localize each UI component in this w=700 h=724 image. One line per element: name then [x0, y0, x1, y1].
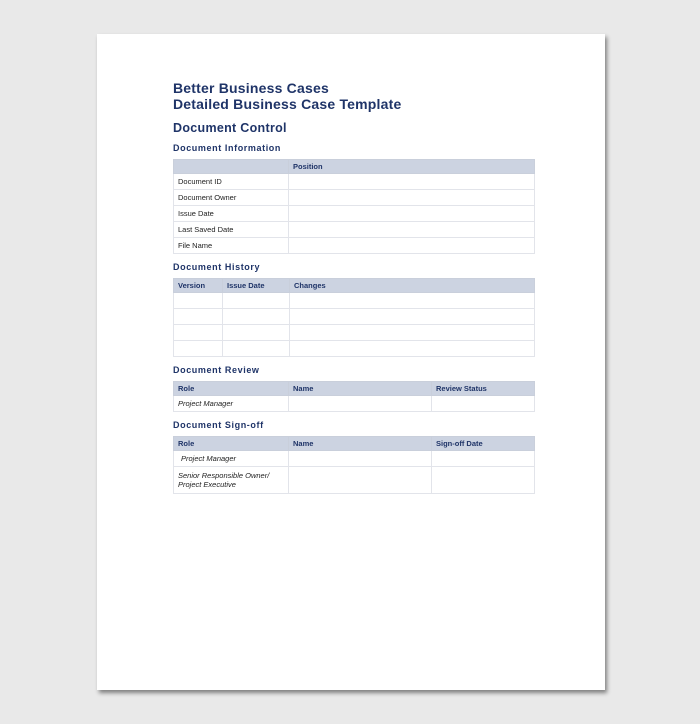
table-cell[interactable] — [289, 174, 535, 190]
table-header-row — [174, 160, 535, 174]
table-cell[interactable] — [174, 293, 223, 309]
table-header-review-status: Review Status — [432, 382, 535, 396]
table-row — [174, 238, 535, 254]
document-page — [97, 34, 605, 690]
table-cell[interactable] — [289, 451, 432, 467]
table-cell[interactable] — [289, 206, 535, 222]
heading-document-information: Document Information — [173, 143, 281, 153]
document-content — [173, 80, 537, 494]
table-cell[interactable] — [289, 190, 535, 206]
table-header-position: Position — [289, 160, 535, 174]
document-title-line2: Detailed Business Case Template — [173, 96, 402, 112]
table-header-name: Name — [289, 382, 432, 396]
table-cell[interactable] — [223, 309, 290, 325]
table-cell[interactable] — [223, 325, 290, 341]
table-header-name: Name — [289, 437, 432, 451]
table-row — [174, 396, 535, 412]
table-cell[interactable] — [174, 325, 223, 341]
table-cell[interactable] — [432, 467, 535, 494]
heading-document-history: Document History — [173, 262, 261, 272]
document-title-line1: Better Business Cases — [173, 80, 329, 96]
table-header-role: Role — [174, 382, 289, 396]
table-cell[interactable] — [290, 325, 535, 341]
row-label-document-owner: Document Owner — [174, 190, 289, 206]
table-row — [174, 467, 535, 494]
table-row — [174, 206, 535, 222]
section-title-document-control: Document Control — [173, 121, 287, 135]
row-label-project-manager: Project Manager — [174, 396, 289, 412]
table-cell[interactable] — [290, 293, 535, 309]
table-cell[interactable] — [290, 341, 535, 357]
heading-document-signoff: Document Sign-off — [173, 420, 264, 430]
table-cell[interactable] — [289, 396, 432, 412]
table-row — [174, 174, 535, 190]
row-label-senior-responsible-owner — [174, 467, 289, 494]
table-cell[interactable] — [289, 222, 535, 238]
table-header-signoff-date: Sign-off Date — [432, 437, 535, 451]
table-cell[interactable] — [290, 309, 535, 325]
table-cell[interactable] — [174, 341, 223, 357]
table-row — [174, 325, 535, 341]
table-cell[interactable] — [223, 341, 290, 357]
table-cell[interactable] — [223, 293, 290, 309]
table-cell[interactable] — [174, 309, 223, 325]
role-line-1: Senior Responsible Owner/ — [178, 471, 270, 480]
table-cell[interactable] — [432, 396, 535, 412]
table-row — [174, 222, 535, 238]
role-line-2: Project Executive — [178, 480, 236, 489]
table-row — [174, 309, 535, 325]
row-label-last-saved-date: Last Saved Date — [174, 222, 289, 238]
table-cell[interactable] — [289, 467, 432, 494]
document-review-table — [173, 381, 535, 412]
heading-document-review: Document Review — [173, 365, 260, 375]
row-label-project-manager: Project Manager — [174, 451, 289, 467]
document-history-table — [173, 278, 535, 357]
table-row — [174, 341, 535, 357]
row-label-document-id: Document ID — [174, 174, 289, 190]
table-header-issue-date: Issue Date — [223, 279, 290, 293]
table-header-version: Version — [174, 279, 223, 293]
table-header-empty — [174, 160, 289, 174]
table-header-row — [174, 437, 535, 451]
document-information-table — [173, 159, 535, 254]
table-header-changes: Changes — [290, 279, 535, 293]
document-signoff-table — [173, 436, 535, 494]
row-label-file-name: File Name — [174, 238, 289, 254]
table-row — [174, 451, 535, 467]
table-row — [174, 190, 535, 206]
table-cell[interactable] — [289, 238, 535, 254]
table-header-role: Role — [174, 437, 289, 451]
table-header-row — [174, 382, 535, 396]
table-cell[interactable] — [432, 451, 535, 467]
table-row — [174, 293, 535, 309]
row-label-issue-date: Issue Date — [174, 206, 289, 222]
table-header-row — [174, 279, 535, 293]
